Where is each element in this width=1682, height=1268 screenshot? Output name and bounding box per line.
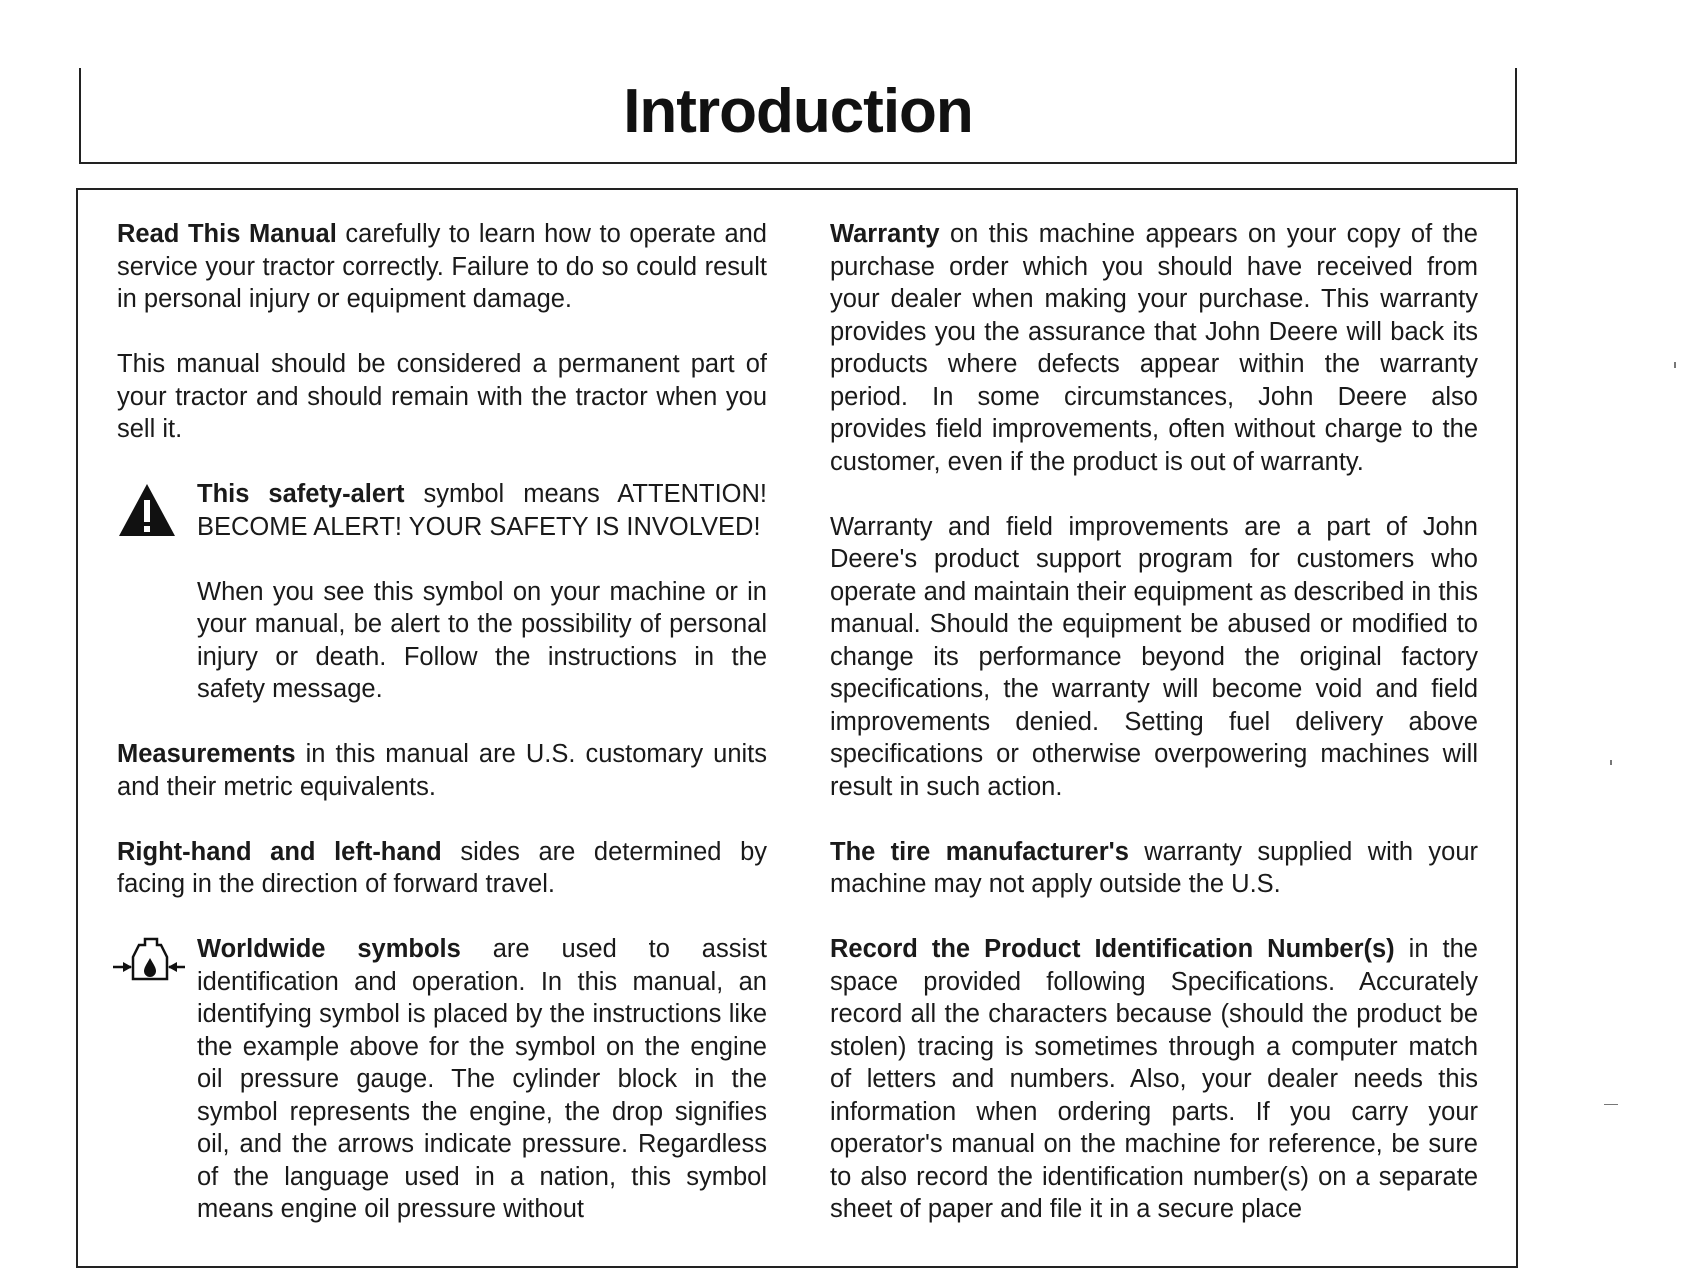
measurements-lead: Measurements bbox=[117, 740, 296, 768]
record-pin-text: in the space provided following Specifications. Accurately record all the characters because (should the product be stolen) tracing is sometimes through a computer match of letters and numbers. Also, your dealer needs this information when ordering parts. If you carry your operator's manual on the machine for reference, be sure to also record the identification number(s) on a separate sheet of paper and file it in a secure place bbox=[830, 935, 1478, 1223]
worldwide-symbols-block bbox=[197, 933, 767, 1226]
record-pin-lead: Record the Product Identification Number(s) bbox=[830, 935, 1395, 963]
warranty-text: on this machine appears on your copy of the purchase order which you should have received from your dealer when making your purchase. This warranty provides you the assurance that John Deere will back its products where defects appear within the warranty period. In some circumstances, John Deere also provides field improvements, often without charge to the customer, even if the product is out of warranty. bbox=[830, 220, 1478, 476]
scan-speck bbox=[1610, 760, 1612, 765]
worldwide-symbols-lead: Worldwide symbols bbox=[197, 935, 461, 963]
page-title: Introduction bbox=[623, 77, 973, 146]
permanent-part-paragraph: This manual should be considered a permanent part of your tractor and should remain with the tractor when you sell it. bbox=[117, 350, 767, 443]
sides-text: sides are determined by facing in the direction of forward travel. bbox=[117, 837, 767, 898]
record-pin-paragraph bbox=[830, 933, 1478, 1226]
sides-paragraph bbox=[117, 836, 767, 901]
safety-see-paragraph: When you see this symbol on your machine or in your manual, be alert to the possibility of personal injury or death. Follow the instructions in the safety message. bbox=[197, 577, 767, 703]
worldwide-symbols-text: are used to assist identification and operation. In this manual, an identifying symbol is placed by the instructions like the example above for the symbol on the engine oil pressure gauge. The cylinder block in the symbol represents the engine, the drop signifies oil, and the arrows indicate pressure. Regardless of the language used in a nation, this symbol means engine oil pressure without bbox=[197, 935, 767, 1223]
left-column bbox=[117, 218, 767, 1258]
warranty-lead: Warranty bbox=[830, 220, 940, 248]
title-box bbox=[79, 68, 1517, 164]
engine-oil-pressure-icon bbox=[111, 931, 175, 995]
worldwide-symbols-paragraph bbox=[197, 933, 767, 1226]
safety-alert-block bbox=[197, 478, 767, 706]
safety-alert-text: symbol means ATTENTION! BECOME ALERT! YOUR SAFETY IS INVOLVED! bbox=[197, 480, 767, 541]
measurements-text: in this manual are U.S. customary units and their metric equivalents. bbox=[117, 740, 767, 801]
read-manual-lead: Read This Manual bbox=[117, 220, 337, 248]
read-manual-paragraph bbox=[117, 218, 767, 316]
measurements-paragraph bbox=[117, 738, 767, 803]
warning-triangle-icon bbox=[117, 482, 181, 546]
scan-speck bbox=[1604, 1104, 1618, 1105]
right-column bbox=[830, 218, 1478, 1258]
warranty-paragraph bbox=[830, 218, 1478, 478]
tire-warranty-text: warranty supplied with your machine may not apply outside the U.S. bbox=[830, 837, 1478, 898]
safety-alert-paragraph bbox=[197, 478, 767, 543]
scan-speck bbox=[1674, 362, 1676, 368]
read-manual-text: carefully to learn how to operate and service your tractor correctly. Failure to do so could result in personal injury or equipment damage. bbox=[117, 220, 767, 313]
tire-warranty-paragraph bbox=[830, 836, 1478, 901]
safety-alert-lead: This safety-alert bbox=[197, 480, 405, 508]
tire-warranty-lead: The tire manufacturer's bbox=[830, 837, 1129, 866]
sides-lead: Right-hand and left-hand bbox=[117, 837, 442, 866]
warranty-field-paragraph: Warranty and field improvements are a part of John Deere's product support program for customers who operate and maintain their equipment as described in this manual. Should the equipment be abused or modified to change its performance beyond the original factory specifications, the warranty will become void and field improvements denied. Setting fuel delivery above specifications or otherwise overpowering machines will result in such action. bbox=[830, 512, 1478, 801]
